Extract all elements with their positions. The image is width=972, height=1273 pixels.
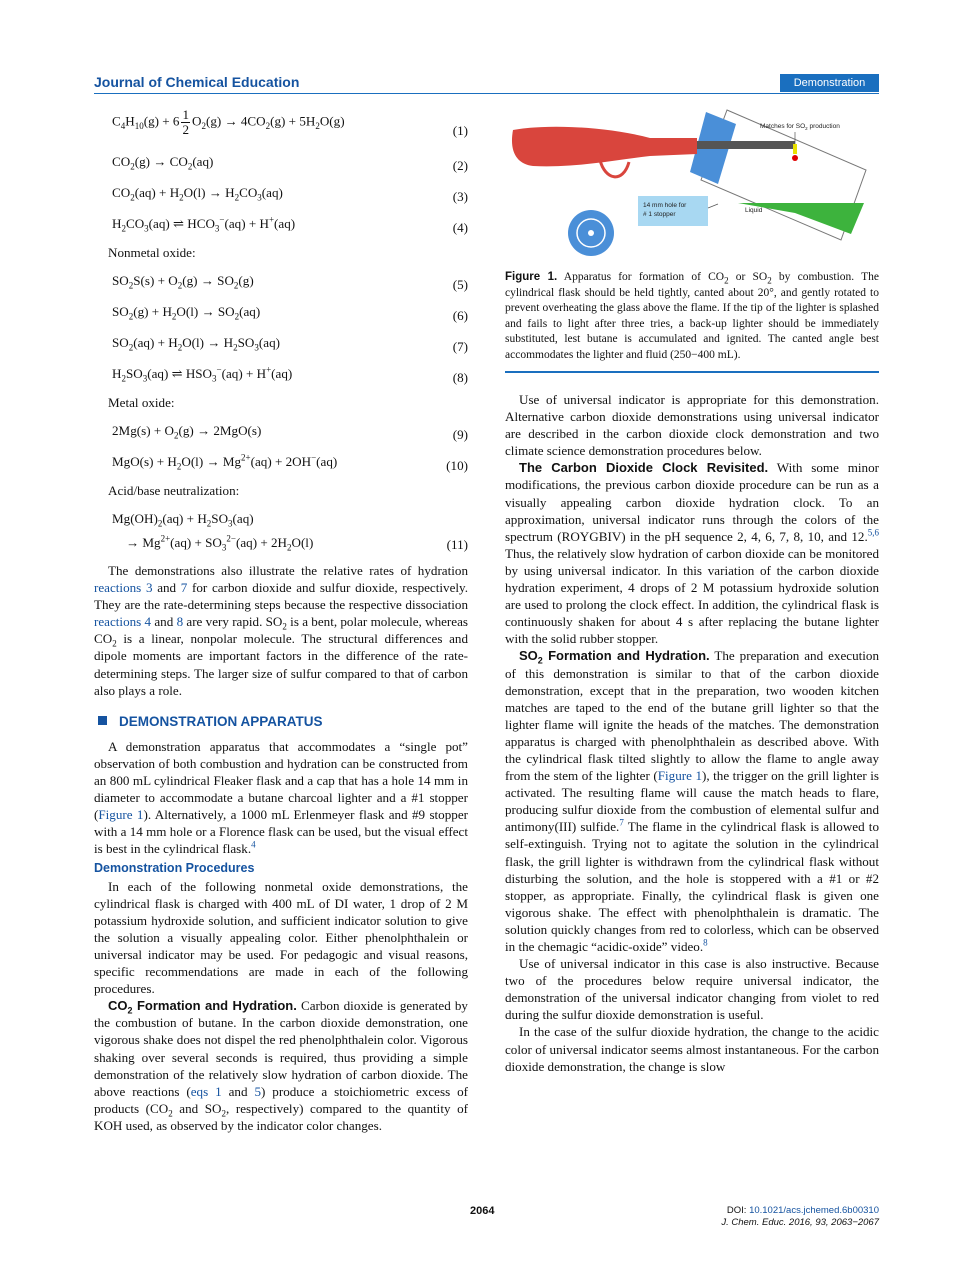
metal-oxide-label: Metal oxide: <box>108 395 175 410</box>
section-heading: DEMONSTRATION APPARATUS <box>94 713 468 730</box>
equation-number: (10) <box>446 458 468 473</box>
citation-8-link[interactable]: 8 <box>703 937 708 948</box>
equation-7: $SO_2(aq) + H_2O(l) \to H_2SO_3(aq)$ (7) <box>112 335 468 354</box>
equation-9: $2Mg(s) + O_2(g) \to 2MgO(s)$ (9) <box>112 423 468 442</box>
reactions-link[interactable]: reactions <box>94 614 142 630</box>
equation-11a: $Mg(OH)_2(aq) + H_2SO_3(aq)$ <box>112 511 254 529</box>
equation-10: $MgO(s) + H_2O(l) \to Mg^{2+}(aq) + 2OH^-(aq)$ (10) <box>112 452 468 473</box>
paragraph-universal-instructive: Use of universal indicator in this case is also instructive. Because two of the procedures below require universal indicator, the demonstration of the universal indicator changing from violet to red during the sulfur dioxide demonstration is useful. <box>505 956 879 1023</box>
hole-label-line2: # 1 stopper <box>643 211 676 218</box>
clock-runin-heading: The Carbon Dioxide Clock Revisited. <box>519 460 769 476</box>
doi-block: DOI: 10.1021/acs.jchemed.6b00310 J. Chem. Educ. 2016, 93, 2063−2067 <box>721 1205 879 1228</box>
equation-11b: → $Mg^{2+}(aq) + SO_3^{2-}(aq) + 2H_2O(l)$ (11) <box>126 533 468 553</box>
equation-number: (9) <box>452 427 468 442</box>
eq-5-link[interactable]: 5 <box>254 1083 262 1099</box>
apparatus-illustration <box>505 100 879 258</box>
equation-number: (11) <box>446 537 468 552</box>
citation-5-6-link[interactable]: 5,6 <box>867 527 879 538</box>
subsection-heading: Demonstration Procedures <box>94 860 255 875</box>
co2-runin-heading: $CO_2$ Formation and Hydration. <box>108 998 297 1016</box>
equation-number: (3) <box>452 189 468 204</box>
page-header <box>94 72 879 94</box>
match-stick <box>793 144 797 154</box>
equation-number: (4) <box>452 220 468 235</box>
equation-number: (5) <box>452 277 468 292</box>
reactions-link[interactable]: reactions <box>94 580 142 596</box>
hole-label-line1: 14 mm hole for <box>643 202 687 209</box>
paragraph-rates: The demonstrations also illustrate the relative rates of hydration reactions 3 and 7 for carbon dioxide and sulfur dioxide, respectively. They are the rate-determining steps because the respective dissociation reactions 4 and 8 are very rapid. $SO_2$ is a bent, polar molecule, whereas $CO_2$ is a linear, nonpolar molecule. The structural differences and dipole moments are important factors in the difference of the rate-determining steps. The larger size of sulfur compared to that of carbon also plays a role. <box>94 563 469 698</box>
equation-3: $CO_2(aq) + H_2O(l) \to H_2CO_3(aq)$ (3) <box>112 185 468 204</box>
reaction-8-link[interactable]: 8 <box>176 614 184 630</box>
nonmetal-oxide-label: Nonmetal oxide: <box>108 245 196 260</box>
equation-number: (8) <box>452 370 468 385</box>
section-badge[interactable]: Demonstration <box>780 74 879 92</box>
eqs-1-link[interactable]: eqs 1 <box>190 1083 222 1099</box>
stopper-wheel-hub <box>588 230 594 236</box>
paragraph-procedures: In each of the following nonmetal oxide demonstrations, the cylindrical flask is charged with 400 mL of DI water, 1 drop of 2 M potassium hydroxide solution, and sufficient indicator solution to give the solution a visually appealing color. Either phenolphthalein or universal indicator may be used. For pedagogic and visual reasons, specific recommendations are made in each of the following procedures. <box>94 878 468 997</box>
liquid-label: Liquid <box>745 207 763 214</box>
equation-6: $SO_2(g) + H_2O(l) \to SO_2(aq)$ (6) <box>112 304 468 323</box>
citation-4-link[interactable]: 4 <box>251 840 256 851</box>
lighter-rod <box>697 141 795 149</box>
citation-7-link[interactable]: 7 <box>619 817 624 828</box>
equation-number: (7) <box>452 339 468 354</box>
matches-label: Matches for $SO_2$ production <box>760 123 840 131</box>
right-column <box>505 100 879 1075</box>
paragraph-co2: $CO_2$ Formation and Hydration. Carbon dioxide is generated by the combustion of butane. In the carbon dioxide demonstration, one vigorous shake does not dispel the red phenolphthalein color. Vigorous shaking over several seconds is required, thus providing a simple demonstration of the relatively slow hydration of carbon dioxide. The above reactions (eqs 1 and 5) produce a stoichiometric excess of products ($CO_2$ and $SO_2$, respectively) compared to the quantity of KOH used, as observed by the indicator color changes. <box>94 998 469 1133</box>
page-number: 2064 <box>470 1205 495 1217</box>
equation-5: $SO_2S(s) + O_2(g) \to SO_2(g)$ (5) <box>112 273 468 292</box>
header-rule <box>94 93 879 94</box>
equation-number: (1) <box>452 123 468 138</box>
so2-runin-heading: $SO_2$ Formation and Hydration. <box>519 648 710 666</box>
acid-base-label: Acid/base neutralization: <box>108 483 240 498</box>
section-square-icon <box>98 716 107 725</box>
equation-1: $C_4H_{10}(g) + 6$ $\frac{1}{2}$ $O_2(g) \to 4CO_2(g) + 5H_2O(g)$ (1) <box>112 107 468 138</box>
equation-number: (6) <box>452 308 468 323</box>
journal-title[interactable]: Journal of Chemical Education <box>94 74 300 90</box>
figure-caption: Figure 1. Apparatus for formation of $CO_2$ or $SO_2$ by combustion. The cylindrical flask should be held tightly, canted about 20°, and gently rotated to prevent overheating the glass above the flame. If the tip of the lighter is splashed and fails to light after three tries, a back-up lighter should be immediately substituted, lest butane is accumulated and ignited. The canted angle best accommodates the lighter and fluid (250−400 mL). <box>505 271 879 361</box>
equation-4: $H_2CO_3(aq)$ ⇌ $HCO_3^-(aq) + H^+(aq)$ (4) <box>112 214 468 235</box>
paragraph-so2: $SO_2$ Formation and Hydration. The preparation and execution of this demonstration is similar to that of the carbon dioxide demonstration, except that in the preparation, two wooden kitchen matches are taped to the end of the butane grill lighter so that the lighter flame will ignite the heads of the matches. The demonstration apparatus is charged with phenolphthalein as described above. With the cylindrical flask tilted slightly to allow the flame to angle away from the stem of the lighter (Figure 1), the trigger on the grill lighter is activated. The resulting flame will cause the match heads to flare, producing sulfur dioxide from the combustion of elemental sulfur and antimony(III) sulfide.$^7$ The flame in the cylindrical flask is allowed to self-extinguish. Trying not to agitate the solution in the cylindrical flask, the grill lighter is withdrawn from the cylindrical flask without disturbing the solution, and the hole is stoppered with a #1 or #2 stopper, as appropriate. Finally, the cylindrical flask is given one vigorous shake. The effect with phenolphthalein is dramatic. The solution quickly changes from red to colorless, which can be observed in the chemagic “acidic-oxide” video.$^8$ <box>505 648 880 954</box>
doi-link[interactable]: 10.1021/acs.jchemed.6b00310 <box>749 1205 879 1216</box>
paragraph-so2-hydration: In the case of the sulfur dioxide hydration, the change to the acidic color of universal indicator seems almost instantaneous. For the carbon dioxide demonstration, the change is slow <box>505 1024 879 1074</box>
left-column <box>94 100 468 1134</box>
paragraph-universal-indicator: Use of universal indicator is appropriate for this demonstration. Alternative carbon dioxide demonstrations using universal indicator are described in the carbon dioxide clock demonstration and two climate science demonstration procedures below. <box>505 392 879 459</box>
figure-1-link[interactable]: Figure 1 <box>657 768 703 784</box>
lighter-trigger <box>600 160 629 177</box>
equation-2: $CO_2(g) \to CO_2(aq)$ (2) <box>112 154 468 173</box>
figure-1 <box>505 100 879 258</box>
match-head <box>792 155 798 161</box>
figure-rule <box>505 371 879 373</box>
equation-number: (2) <box>452 158 468 173</box>
equation-8: $H_2SO_3(aq)$ ⇌ $HSO_3^-(aq) + H^+(aq)$ (8) <box>112 364 468 385</box>
paragraph-clock: The Carbon Dioxide Clock Revisited. With some minor modifications, the previous carbon dioxide procedure can be run as a visually appealing carbon dioxide hydration clock. To an approximation, universal indicator runs through the colors of the spectrum (ROYGBIV) in the pH sequence 2, 4, 6, 7, 8, 10, and 12.$^{5,6}$ Thus, the relatively slow hydration of carbon dioxide can be monitored by using universal indicator. In this variation of the carbon dioxide hydration experiment, 4 drops of 2 M potassium hydroxide solution are used to prolong the clock effect. In addition, the cylindrical flask is continuously shaken for about 4 s after replacing the butane lighter with the solid rubber stopper. <box>505 460 880 647</box>
reaction-4-link[interactable]: 4 <box>144 614 152 630</box>
paragraph-apparatus: A demonstration apparatus that accommodates a “single pot” observation of both combustion and hydration can be constructed from an 800 mL cylindrical Fleaker flask and a cap that has a hole 14 mm in diameter to accommodate a butane charcoal lighter and a #1 stopper (Figure 1). Alternatively, a 1000 mL Erlenmeyer flask and #9 stopper with a 14 mm hole or a Florence flask can be used, but the visual effect is best in the cylindrical flask.$^4$ <box>94 738 468 857</box>
lighter-body <box>512 127 697 167</box>
citation-line: J. Chem. Educ. 2016, 93, 2063−2067 <box>721 1217 879 1228</box>
figure-1-link[interactable]: Figure 1 <box>98 807 144 823</box>
reaction-3-link[interactable]: 3 <box>145 580 153 596</box>
reaction-7-link[interactable]: 7 <box>180 580 188 596</box>
